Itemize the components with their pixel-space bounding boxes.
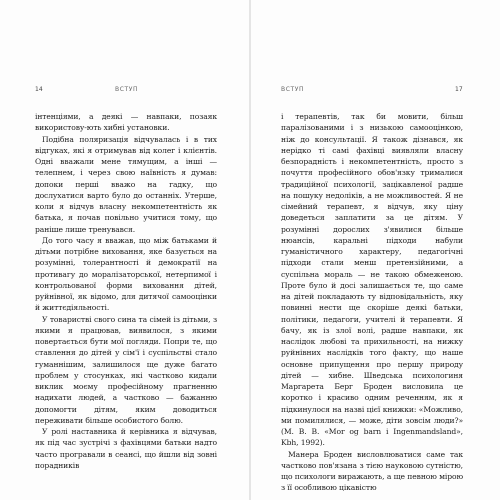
left-paragraph-4: У товаристві свого сина та сімей із дітьми, з якими я працював, виявилося, з якими повертається бути мої погляди. Попри те, що ставлення до дітей у сім'ї і суспільстві стало гуманнішим, залишилося ще дуже багато проблем у стосунках, які частково кидали виклик моєму професійному прагненню надихати людей, а частково — бажанню допомогти дітям, яким доводиться переживати більше особистого болю. (35, 314, 217, 425)
right-page-number: 17 (455, 86, 463, 93)
right-running-head: ВСТУП (281, 86, 305, 93)
left-paragraph-1: інтенціями, а деякі — навпаки, позаяк використову-ють хибні установки. (35, 112, 217, 133)
left-paragraph-3: До того часу я вважав, що між батьками й дітьми потрібне виховання, яке базується на розумінні, толерантності й демократії на противагу до моралізаторської, нетерпимої і контрольованої форми виховання дітей, руйнівної, як відомо, для дитячої самооцінки й життєдіяльності. (35, 235, 217, 313)
left-page (0, 0, 249, 500)
right-paragraph-2: Манера Броден висловлюватися саме так частково пов'язана з тією науковою сутністю, що психологи виражають, а ще певною мірою з її особливою цікавістю (281, 449, 463, 493)
left-running-head: ВСТУП (115, 86, 139, 93)
right-page-body (281, 111, 463, 494)
left-paragraph-2: Подібна поляризація відчувалась і в тих відгуках, які я отримував від колег і клієнтів. Одні вважали мене тямущим, а інші — телепнем, і через свою наївність я думав: допоки перші вважо на гадку, що дослухатися варто було до останніх. Утерше, коли я відчув власну некомпетентність як батька, я почав повільно учитися тому, що раніше лише тренувався. (35, 134, 217, 234)
left-page-number: 14 (35, 86, 43, 93)
right-page (251, 0, 500, 500)
left-page-body (35, 111, 217, 471)
right-paragraph-1: і терапевтів, так би мовити, більш паралізованими і з низькою самооцінкою, ніж до консультації. Я також дізнався, як нерідко ті самі фахівці виявляли власну безпорадність і некомпетентність, просто з почуття професійного обов'язку трималися традиційної психології, зацікавленої радше на пошуку недоліків, а не можливостей. Я не сімейний терапевт, я відчув, яку ціну доведеться заплатити за це дітям. У розумінні дорослих з'явилися більше нюансів, каральні підходи набули гуманістичного характеру, педагогічні підходи стали менш претензійними, а суспільна мораль — не такою обмеженою. Проте було й досі залишається те, що саме на дітей покладають ту відповідальність, яку повинні нести ще скоріше деякі батьки, політики, педагоги, учителі й терапевти. Я бачу, як із злої волі, радше навпаки, як наслідок любові та прихильності, на нижку руйнівних наслідків того факту, що наше основне припущення про першу природу дітей — хибне. Шведська психологиня Маргарета Берг Броден висловила це коротко і красиво одним реченням, як я підкинулося на назві цієї книжки: «Можливо, ми помилялися, — може, діти зовсім люди?» (М. В. В. «Mor og barn i Ingenmandsland», Kbh, 1992). (281, 112, 463, 448)
left-paragraph-5: У ролі наставника й керівника я відчував, як під час зустрічі з фахівцями батьки надто часто програвали в сеансі, що йшли від зовні порадників (35, 427, 217, 470)
